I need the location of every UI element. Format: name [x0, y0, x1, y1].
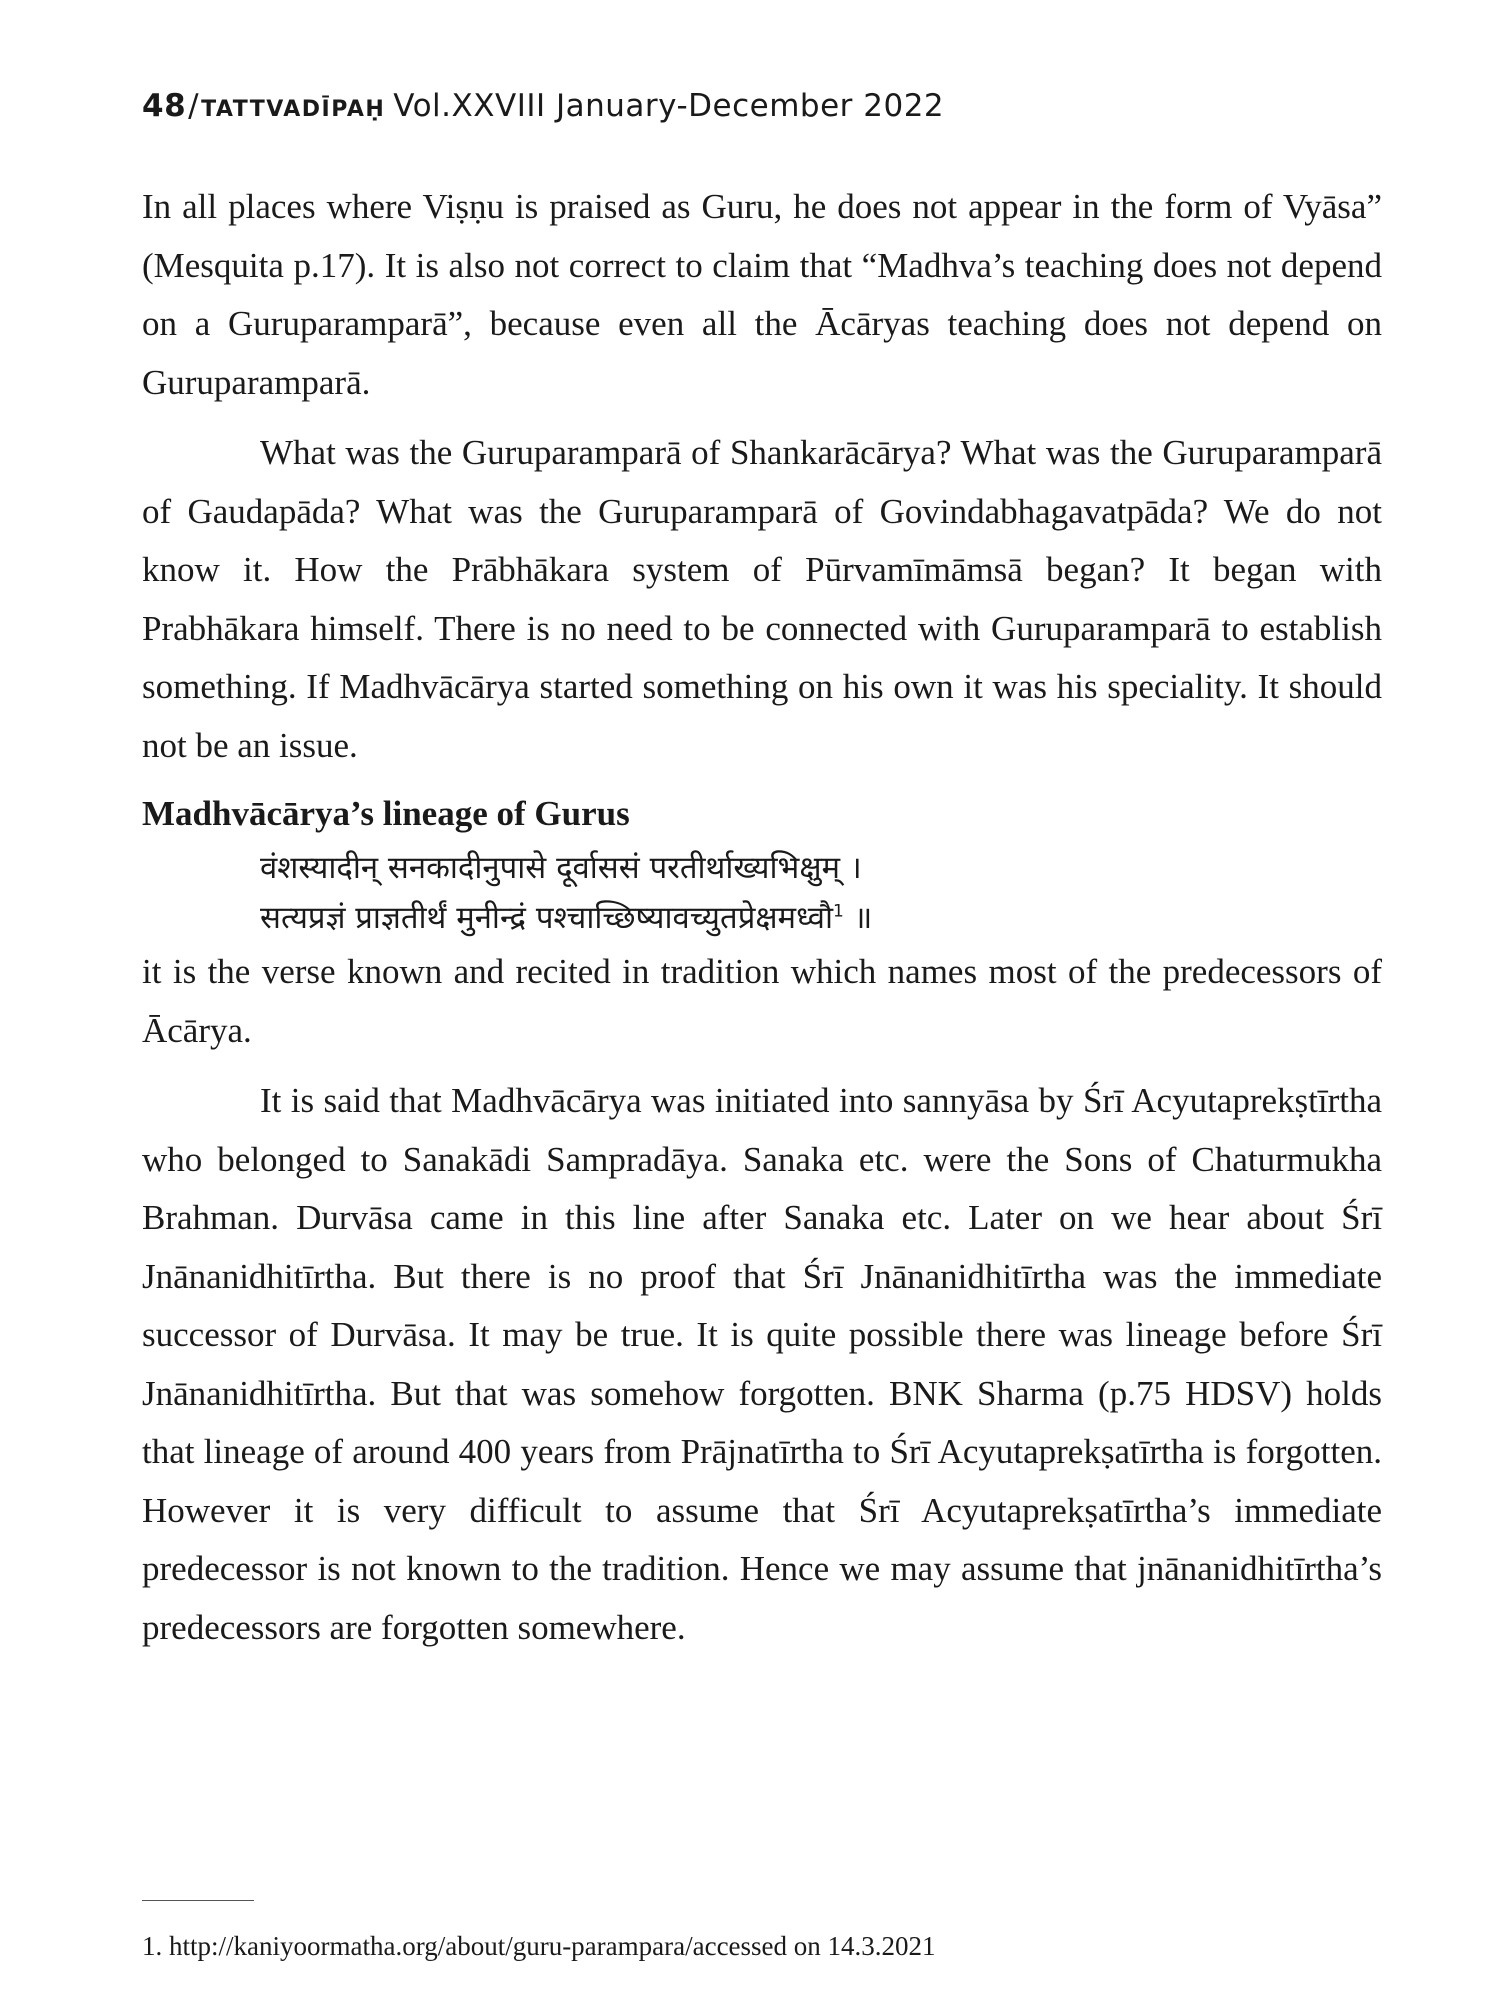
verse-line-2-wrap [260, 893, 1382, 943]
paragraph-3: it is the verse known and recited in tradition which names most of the predecessors of Ācārya. [142, 952, 1382, 1050]
footnote: 1. http://kaniyoormatha.org/about/guru-parampara/accessed on 14.3.2021 [142, 1931, 936, 1961]
paragraph-2: What was the Guruparamparā of Shankarācārya? What was the Guruparamparā of Gaudapāda? What was the Guruparamparā of Govindabhagavatpāda? We do not know it. How the Prābhākara system of Pūrvamīmāmsā began? It began with Prabhākara himself. There is no need to be connected with Guruparamparā to establish something. If Madhvācārya started something on his own it was his speciality. It should not be an issue. [142, 433, 1382, 765]
sanskrit-verse [260, 843, 1382, 943]
footnote-reference[interactable]: 1 [833, 901, 844, 922]
section-heading: Madhvācārya’s lineage of Gurus [142, 794, 630, 833]
journal-name: TATTVADĪPAḤ [201, 97, 386, 122]
paragraph-4: It is said that Madhvācārya was initiated into sannyāsa by Śrī Acyutaprekṣtīrtha who belonged to Sanakādi Sampradāya. Sanaka etc. were the Sons of Chaturmukha Brahman. Durvāsa came in this line after Sanaka etc. Later on we hear about Śrī Jnānanidhitīrtha. But there is no proof that Śrī Jnānanidhitīrtha was the immediate successor of Durvāsa. It may be true. It is quite possible there was lineage before Śrī Jnānanidhitīrtha. But that was somehow forgotten. BNK Sharma (p.75 HDSV) holds that lineage of around 400 years from Prājnatīrtha to Śrī Acyutaprekṣatīrtha is forgotten. However it is very difficult to assume that Śrī Acyutaprekṣatīrtha’s immediate predecessor is not known to the tradition. Hence we may assume that jnānanidhitīrtha’s predecessors are forgotten somewhere. [142, 1081, 1382, 1647]
verse-line-1: वंशस्यादीन् सनकादीनुपासे दूर्वाससं परतीर्थाख्यभिक्षुम् । [260, 850, 862, 886]
verse-line-2: सत्यप्रज्ञं प्राज्ञतीर्थं मुनीन्द्रं पश्चाच्छिष्यावच्युतप्रेक्षमध्वौ [260, 900, 834, 936]
running-header [142, 88, 944, 124]
body-text [142, 178, 1382, 1657]
verse-end-mark: ॥ [853, 900, 873, 936]
footnote-divider [142, 1900, 254, 1901]
header-separator: / [188, 88, 200, 124]
paragraph-1: In all places where Viṣṇu is praised as Guru, he does not appear in the form of Vyāsa” (Mesquita p.17). It is also not correct to claim that “Madhva’s teaching does not depend on a Guruparamparā”, because even all the Ācāryas teaching does not depend on Guruparamparā. [142, 187, 1382, 402]
page-number: 48 [142, 88, 187, 124]
issue-info: Vol.XXVIII January-December 2022 [393, 88, 945, 124]
